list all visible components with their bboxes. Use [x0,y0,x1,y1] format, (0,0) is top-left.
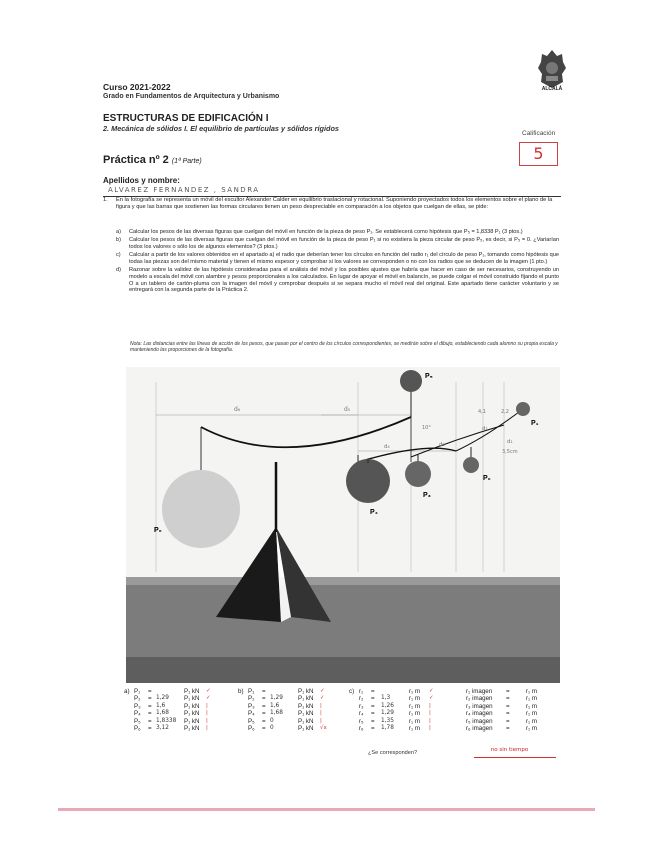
equals-sign: = [506,710,510,718]
subject-title: ESTRUCTURAS DE EDIFICACIÓN I [103,113,269,124]
answer-row [248,688,348,695]
answer-row [134,718,234,725]
equals-sign: = [262,702,266,710]
answer-key: r₄ imagen [466,710,493,718]
answer-row [134,688,234,695]
equals-sign: = [506,688,510,695]
answer-value: 1,29 [156,695,169,702]
question-number: 1. [103,197,108,203]
answer-unit: P₁ kN [184,695,200,703]
check-mark: √x [320,724,327,731]
mark-d2: d₂ [482,426,488,432]
answer-row [134,703,234,710]
equals-sign: = [371,688,375,695]
answer-row [248,725,348,732]
answer-key: r₆ [359,724,364,732]
answer-row [466,725,561,732]
name-label: Apellidos y nombre: [103,176,180,185]
question-1-items [116,229,559,296]
answer-value: 1,78 [381,724,394,731]
equals-sign: = [371,695,375,703]
answer-row [466,688,561,695]
topic-title: 2. Mecánica de sólidos I. El equilibrio de partículas y sólidos rígidos [103,124,339,133]
answer-value: 1,35 [381,717,394,724]
answer-row [359,710,459,717]
answer-key: P₄ [248,710,255,718]
answer-unit: r₁ m [526,717,538,725]
answer-unit: P₁ kN [184,717,200,725]
handwritten-note: no sin tiempo [490,747,529,753]
check-mark: ✓ [320,695,325,702]
mark-d1: d₁ [507,439,513,445]
answer-unit: r₁ m [526,702,538,710]
equals-sign: = [371,710,375,718]
answer-unit: P₁ kN [298,688,314,695]
answer-value: 1,29 [381,710,394,717]
answer-key: P₁ [134,688,141,695]
answer-key: r₂ [359,695,364,703]
equals-sign: = [262,710,266,718]
answer-row [466,718,561,725]
answer-unit: P₁ kN [184,702,200,710]
mark-d5: d₅ [344,406,351,413]
practice-number: Práctica nº 2 [103,154,169,166]
page-edge-bar [58,808,595,811]
answer-value: 1,8338 [156,717,177,724]
answer-key: P₄ [134,710,141,718]
answer-row [248,695,348,702]
equals-sign: = [506,702,510,710]
answers-a-label: a) [124,688,130,695]
list-item: a) Calcular los pesos de las diversas figuras que cuelgan del móvil en función de la pieza de peso P₁. Se establecerá como hipótesis que P₅ = 1,8338 P₁ (3 ptos.) [116,229,523,235]
answer-row [359,703,459,710]
answer-key: r₃ imagen [466,702,493,710]
label-p3: P₃ [423,492,431,499]
answer-value: 1,68 [270,710,283,717]
equals-sign: = [148,724,152,732]
answer-unit: P₁ kN [298,695,314,703]
equals-sign: = [371,724,375,732]
answer-row [134,695,234,702]
mark-d6: d₆ [234,406,241,413]
disc-p2 [463,457,479,473]
answer-unit: r₁ m [526,724,538,732]
item-text: Razonar sobre la validez de las hipótesis consideradas para el análisis del móvil y los posibles ajustes que habría que hacer en caso de ser necesarios, construyendo un modelo a escala del móvil con alambre y pesos proporcionales a los calculados. En lugar de apoyar el móvil en balancín, se puede colgar el móvil construido fijando el punto O a un tablero de cartón-pluma con la imagen del móvil y comprobar después si se separa mucho el móvil real del original. Este apartado tiene carácter voluntario y se entregará con la segunda parte de la Práctica 2. [129,267,559,294]
equals-sign: = [148,717,152,725]
mobile-photograph [126,367,560,683]
check-mark: | [206,702,208,709]
check-mark: | [206,710,208,717]
check-mark: ✓ [206,695,211,702]
answers-image [466,688,561,732]
mark-c: 3,5cm [502,449,518,455]
answer-unit: P₁ kN [298,724,314,732]
practice-title [103,154,202,166]
answer-row [466,710,561,717]
grade-box: 5 [519,142,558,166]
answer-key: r₅ [359,717,364,725]
answer-key: P₂ [134,695,141,703]
answer-value: 0 [270,717,274,724]
answer-value: 1,29 [270,695,283,702]
course-year: Curso 2021-2022 [103,82,171,92]
label-p5: P₅ [425,373,433,380]
answer-key: P₃ [248,702,255,710]
student-name: ALVAREZ FERNANDEZ , SANDRA [108,186,260,194]
correspond-question: ¿Se corresponden? [368,750,418,756]
equals-sign: = [148,688,152,695]
answer-row [248,710,348,717]
disc-p1 [516,402,530,416]
answer-unit: r₁ m [409,710,421,718]
degree-name: Grado en Fundamentos de Arquitectura y Urbanismo [103,93,280,100]
item-text: Calcular a partir de los valores obtenidos en el apartado a) el radio que deberían tener los círculos en función del radio r₁ del círculo de peso P₁, tomando como hipótesis que todas las piezas son del mismo material y tienen el mismo espesor y comprobar si los valores se corresponden o no con los radios que se deducen de la imagen (1 pto.) [129,252,559,265]
answer-unit: P₁ kN [298,702,314,710]
answer-row [359,688,459,695]
check-mark: | [429,710,431,717]
note-text: Nota: Las distancias entre las líneas de acción de los pesos, que pasan por el centro de los círculos correspondientes, se medirán sobre el dibujo, estableciendo cada alumno su propia escala y manteniendo las proporciones de la fotografía. [130,341,558,353]
answer-row [359,695,459,702]
equals-sign: = [262,717,266,725]
equals-sign: = [262,724,266,732]
answer-value: 1,6 [156,702,166,709]
equals-sign: = [371,702,375,710]
equals-sign: = [148,695,152,703]
label-p2: P₂ [483,475,491,482]
check-mark: ✓ [206,688,211,694]
question-1-intro [103,197,559,211]
answer-unit: P₁ kN [298,710,314,718]
answer-row [466,695,561,702]
disc-p5 [400,370,422,392]
answer-key: r₁ [359,688,364,695]
answer-value: 1,26 [381,702,394,709]
answer-key: r₆ imagen [466,724,493,732]
answer-key: P₅ [248,717,255,725]
equals-sign: = [506,724,510,732]
answer-unit: r₁ m [526,695,538,703]
check-mark: | [206,724,208,731]
answer-key: r₁ imagen [466,688,493,695]
mark-b: 2,2 [501,409,509,415]
answer-key: P₃ [134,702,141,710]
check-mark: | [320,702,322,709]
equals-sign: = [148,710,152,718]
answers-a [124,688,234,732]
answer-row [134,725,234,732]
label-p1: P₁ [531,420,539,427]
equals-sign: = [262,688,266,695]
check-mark: | [320,710,322,717]
answers-c-label: c) [349,688,355,695]
answer-unit: P₁ kN [298,717,314,725]
answer-unit: r₁ m [409,688,421,695]
list-item: b) Calcular los pesos de las diversas figuras que cuelgan del móvil en función de la pieza de peso P₁ si no existiera la pieza circular de peso P₅, es decir, si P₅ = 0. ¿Variarían todos los valores o sólo los de algunos elementos? (3 ptos.) [116,237,559,250]
list-item: d) Razonar sobre la validez de las hipótesis consideradas para el análisis del móvil y los posibles ajustes que habría que hacer en caso de ser necesarios, construyendo un modelo a escala del móvil con alambre y pesos proporcionales a los calculados. En lugar de apoyar el móvil en balancín, se puede colgar el móvil construido fijando el punto O a un tablero de cartón-pluma con la imagen del móvil y comprobar después si se separa mucho el móvil real del original. Este apartado tiene carácter voluntario y se entregará con la segunda parte de la Práctica 2. [116,267,559,294]
item-text: Calcular los pesos de las diversas figuras que cuelgan del móvil en función de la pieza de peso P₁ si no existiera la pieza circular de peso P₅, es decir, si P₅ = 0. ¿Variarían todos los valores o sólo los de algunos elementos? (3 ptos.) [129,237,559,250]
equals-sign: = [262,695,266,703]
answer-unit: r₁ m [409,724,421,732]
disc-p6 [162,470,240,548]
answers-c [349,688,459,732]
crest-label: ALCALÁ [541,86,563,92]
answer-unit: r₁ m [409,717,421,725]
answer-row [248,703,348,710]
answer-row [359,718,459,725]
mobile-figure [126,367,560,683]
disc-p3 [405,461,431,487]
answer-unit: r₁ m [526,710,538,718]
answer-key: r₂ imagen [466,695,493,703]
answer-unit: r₁ m [409,695,421,703]
practice-part: (1ª Parte) [171,158,202,165]
answer-key: P₆ [248,724,255,732]
answer-key: P₆ [134,724,141,732]
label-p4: P₄ [370,509,379,516]
answer-key: P₅ [134,717,141,725]
answer-key: r₅ imagen [466,717,493,725]
equals-sign: = [371,717,375,725]
mark-a: 4,1 [478,409,486,415]
label-p6: P₆ [154,527,162,534]
mark-d4: d₄ [384,444,390,450]
question-1-text: En la fotografía se representa un móvil del escultor Alexander Calder en equilibrio traslacional y rotacional. Suponiendo proyectados todos los elementos sobre el plano de la figura y que las barras que sostienen las formas circulares tienen un peso despreciable en comparación a los objetos que cuelgan de ellas, se pide: [116,197,553,210]
answer-row [466,703,561,710]
check-mark: ✓ [320,688,325,694]
equals-sign: = [506,717,510,725]
disc-p4 [346,459,390,503]
mark-d: 10° [422,425,431,431]
answer-unit: r₁ m [409,702,421,710]
check-mark: ✓ [429,695,434,702]
answer-value: 1,3 [381,695,391,702]
answers-b-label: b) [238,688,244,695]
check-mark: | [429,717,431,724]
equals-sign: = [506,695,510,703]
answer-value: 3,12 [156,724,169,731]
answer-unit: P₁ kN [184,688,200,695]
answer-value: 1,6 [270,702,280,709]
answers-b [238,688,348,732]
check-mark: | [429,702,431,709]
grade-label: Calificación [522,130,556,137]
equals-sign: = [148,702,152,710]
list-item: c) Calcular a partir de los valores obtenidos en el apartado a) el radio que deberían tener los círculos en función del radio r₁ del círculo de peso P₁, tomando como hipótesis que todas las piezas son del mismo material y tienen el mismo espesor y comprobar si los valores se corresponden o no con los radios que se deducen de la imagen (1 pto.) [116,252,559,265]
check-mark: | [206,717,208,724]
check-mark: ✓ [429,688,434,694]
red-underline [474,757,556,758]
answer-unit: P₁ kN [184,724,200,732]
check-mark: | [429,724,431,731]
answer-value: 1,68 [156,710,169,717]
item-text: Calcular los pesos de las diversas figuras que cuelgan del móvil en función de la pieza de peso P₁. Se establecerá como hipótesis que P₅ = 1,8338 P₁ (3 ptos.) [129,229,523,235]
answer-key: r₄ [359,710,364,718]
answer-row [134,710,234,717]
answer-row [248,718,348,725]
answer-key: r₃ [359,702,364,710]
answer-row [359,725,459,732]
check-mark: | [320,717,322,724]
answer-key: P₁ [248,688,255,695]
answer-unit: P₁ kN [184,710,200,718]
answer-unit: r₁ m [526,688,538,695]
answer-key: P₂ [248,695,255,703]
answer-value: 0 [270,724,274,731]
mark-d3: d₃ [439,442,445,448]
